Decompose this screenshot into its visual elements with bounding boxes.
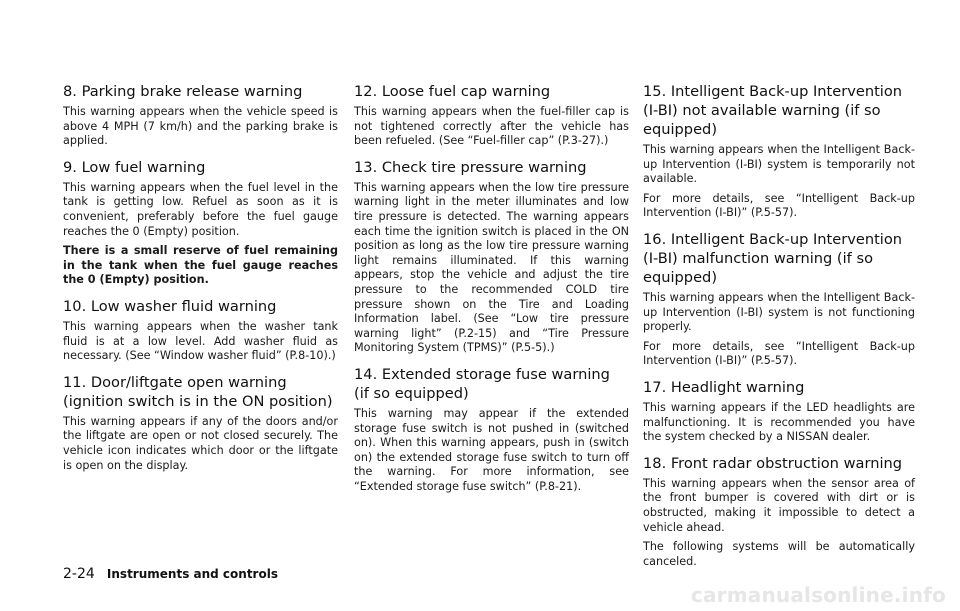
- warning-section: [354, 158, 629, 356]
- warning-section: [643, 82, 915, 221]
- warning-section: [63, 158, 338, 288]
- section-heading: 9. Low fuel warning: [63, 158, 206, 176]
- warning-section: [643, 378, 915, 445]
- section-heading: 18. Front radar obstruction warning: [643, 454, 903, 472]
- warning-section: [643, 230, 915, 369]
- warning-section: [63, 373, 338, 473]
- warning-section: [63, 82, 338, 149]
- column-3: [643, 82, 915, 578]
- section-heading: 13. Check tire pressure warning: [354, 158, 587, 176]
- section-heading: 11. Door/liftgate open warning (ignition switch is in the ON position): [63, 373, 333, 410]
- section-heading: 12. Loose fuel cap warning: [354, 83, 551, 100]
- page-footer: [63, 566, 278, 582]
- body-paragraph: For more details, see “Intelligent Back-up Intervention (I-BI)” (P.5-57).: [643, 339, 915, 368]
- body-paragraph: This warning appears when the Intelligent Back-up Intervention (I-BI) system is not functioning properly.: [643, 290, 915, 334]
- body-paragraph: For more details, see “Intelligent Back-up Intervention (I-BI)” (P.5-57).: [643, 191, 915, 220]
- body-paragraph: This warning appears if any of the doors and/or the liftgate are open or not closed securely. The vehicle icon indicates which door or the liftgate is open on the display.: [63, 414, 338, 472]
- body-paragraph: This warning appears when the fuel-filler cap is not tightened correctly after the vehicle has been refueled. (See “Fuel-filler cap” (P.3-27).): [354, 105, 629, 148]
- column-2: [354, 82, 629, 503]
- warning-section: [63, 297, 338, 364]
- column-1: [63, 82, 338, 482]
- section-heading: 8. Parking brake release warning: [63, 83, 303, 100]
- body-paragraph: This warning may appear if the extended storage fuse switch is not pushed in (switched on). When this warning appears, push in (switch on) the extended storage fuse switch to turn off the warning. For more information, see “Extended storage fuse switch” (P.8-21).: [354, 406, 629, 493]
- body-paragraph: This warning appears when the washer tank fluid is at a low level. Add washer fluid as necessary. (See “Window washer fluid” (P.8-10).): [63, 319, 338, 363]
- warning-section: [354, 82, 629, 149]
- body-paragraph: The following systems will be automatically canceled.: [643, 540, 915, 568]
- bold-note-paragraph: There is a small reserve of fuel remaining in the tank when the fuel gauge reaches the 0 (Empty) position.: [63, 244, 338, 287]
- warning-section: [643, 454, 915, 570]
- chapter-title: Instruments and controls: [106, 567, 278, 581]
- body-paragraph: This warning appears when the fuel level in the tank is getting low. Refuel as soon as it is convenient, preferably before the fuel gauge reaches the 0 (Empty) position.: [63, 180, 338, 238]
- section-heading: 16. Intelligent Back-up Intervention (I-BI) malfunction warning (if so equipped): [643, 230, 903, 286]
- body-paragraph: This warning appears if the LED headlights are malfunctioning. It is recommended you have the system checked by a NISSAN dealer.: [643, 400, 915, 444]
- body-paragraph: This warning appears when the low tire pressure warning light in the meter illuminates and low tire pressure is detected. The warning appears each time the ignition switch is placed in the ON position as long as the low tire pressure warning light remains illuminated. If this warning appears, stop the vehicle and adjust the tire pressure to the recommended COLD tire pressure shown on the Tire and Loading Information label. (See “Low tire pressure warning light” (P.2-15) and “Tire Pressure Monitoring System (TPMS)” (P.5-5).): [354, 180, 629, 355]
- watermark: carmanualsonline.info: [690, 583, 946, 607]
- section-heading: 15. Intelligent Back-up Intervention (I-BI) not available warning (if so equipped): [643, 83, 903, 138]
- section-heading: 10. Low washer fluid warning: [63, 297, 277, 315]
- warning-section: [354, 365, 629, 495]
- section-heading: 17. Headlight warning: [643, 378, 805, 396]
- body-paragraph: This warning appears when the sensor area of the front bumper is covered with dirt or is obstructed, making it impossible to detect a vehicle ahead.: [643, 476, 915, 534]
- body-paragraph: This warning appears when the Intelligent Back-up Intervention (I-BI) system is temporarily not available.: [643, 143, 915, 186]
- body-paragraph: This warning appears when the vehicle speed is above 4 MPH (7 km/h) and the parking brake is applied.: [63, 105, 338, 148]
- page-number: 2-24: [63, 566, 95, 582]
- section-heading: 14. Extended storage fuse warning (if so equipped): [354, 365, 610, 402]
